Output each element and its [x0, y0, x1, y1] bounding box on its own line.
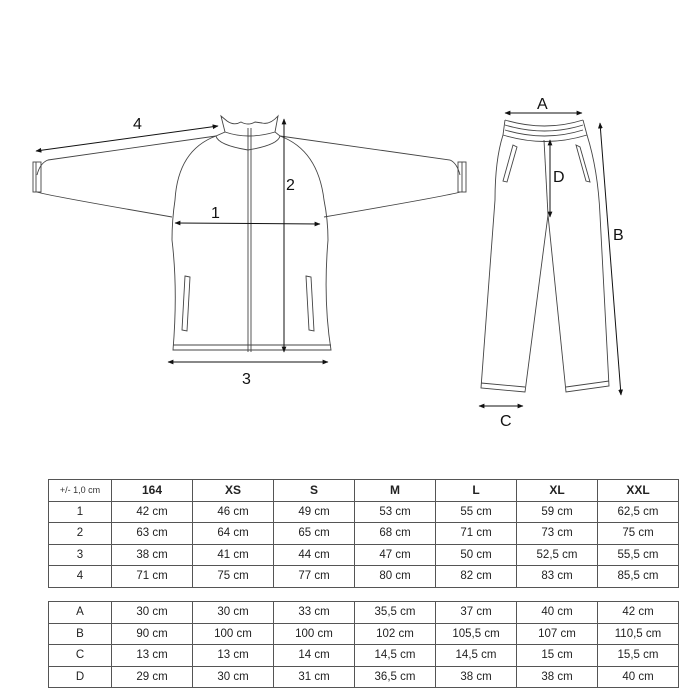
- cell: 15,5 cm: [598, 645, 679, 667]
- cell: 85,5 cm: [598, 566, 679, 588]
- cell: 75 cm: [193, 566, 274, 588]
- cell: 107 cm: [517, 623, 598, 645]
- cell: 77 cm: [274, 566, 355, 588]
- dimension-label-4: 4: [133, 116, 142, 133]
- cell: 64 cm: [193, 523, 274, 545]
- table-row: [49, 623, 679, 645]
- row-label: 4: [49, 566, 112, 588]
- size-header: XL: [517, 480, 598, 502]
- cell: 73 cm: [517, 523, 598, 545]
- cell: 55 cm: [436, 501, 517, 523]
- cell: 75 cm: [598, 523, 679, 545]
- cell: 62,5 cm: [598, 501, 679, 523]
- cell: 40 cm: [598, 666, 679, 688]
- cell: 41 cm: [193, 544, 274, 566]
- table-row: [49, 666, 679, 688]
- cell: 53 cm: [355, 501, 436, 523]
- cell: 42 cm: [598, 602, 679, 624]
- cell: 38 cm: [436, 666, 517, 688]
- dimension-label-a: A: [537, 96, 548, 113]
- row-label: 2: [49, 523, 112, 545]
- size-header: 164: [112, 480, 193, 502]
- cell: 30 cm: [112, 602, 193, 624]
- cell: 71 cm: [112, 566, 193, 588]
- cell: 38 cm: [517, 666, 598, 688]
- cell: 13 cm: [193, 645, 274, 667]
- row-label: 3: [49, 544, 112, 566]
- row-label: C: [49, 645, 112, 667]
- cell: 82 cm: [436, 566, 517, 588]
- jacket-size-table: [48, 479, 679, 588]
- row-label: A: [49, 602, 112, 624]
- cell: 40 cm: [517, 602, 598, 624]
- pants-dimensions: [479, 113, 621, 406]
- cell: 83 cm: [517, 566, 598, 588]
- table-row: [49, 544, 679, 566]
- size-header: S: [274, 480, 355, 502]
- dimension-label-b: B: [613, 227, 624, 244]
- size-header: XS: [193, 480, 274, 502]
- cell: 13 cm: [112, 645, 193, 667]
- row-label: B: [49, 623, 112, 645]
- cell: 30 cm: [193, 602, 274, 624]
- row-label: 1: [49, 501, 112, 523]
- cell: 59 cm: [517, 501, 598, 523]
- cell: 15 cm: [517, 645, 598, 667]
- size-header: L: [436, 480, 517, 502]
- cell: 52,5 cm: [517, 544, 598, 566]
- cell: 14,5 cm: [355, 645, 436, 667]
- size-header: M: [355, 480, 436, 502]
- cell: 31 cm: [274, 666, 355, 688]
- cell: 63 cm: [112, 523, 193, 545]
- size-header: XXL: [598, 480, 679, 502]
- row-label: D: [49, 666, 112, 688]
- table-row: [49, 501, 679, 523]
- cell: 33 cm: [274, 602, 355, 624]
- pants-drawing: [481, 120, 609, 392]
- cell: 110,5 cm: [598, 623, 679, 645]
- table-row: [49, 523, 679, 545]
- cell: 68 cm: [355, 523, 436, 545]
- tolerance-cell: +/- 1,0 cm: [49, 480, 112, 502]
- table-row: [49, 645, 679, 667]
- table-row: [49, 602, 679, 624]
- header-row: [49, 480, 679, 502]
- jacket-drawing: [33, 116, 466, 352]
- cell: 14 cm: [274, 645, 355, 667]
- cell: 44 cm: [274, 544, 355, 566]
- dimension-label-2: 2: [286, 177, 295, 194]
- cell: 30 cm: [193, 666, 274, 688]
- dimension-label-c: C: [500, 413, 512, 430]
- cell: 71 cm: [436, 523, 517, 545]
- cell: 29 cm: [112, 666, 193, 688]
- cell: 42 cm: [112, 501, 193, 523]
- cell: 65 cm: [274, 523, 355, 545]
- cell: 46 cm: [193, 501, 274, 523]
- cell: 35,5 cm: [355, 602, 436, 624]
- cell: 90 cm: [112, 623, 193, 645]
- cell: 36,5 cm: [355, 666, 436, 688]
- pants-size-table: [48, 601, 679, 688]
- dimension-label-3: 3: [242, 371, 251, 388]
- cell: 38 cm: [112, 544, 193, 566]
- cell: 80 cm: [355, 566, 436, 588]
- cell: 49 cm: [274, 501, 355, 523]
- cell: 14,5 cm: [436, 645, 517, 667]
- cell: 37 cm: [436, 602, 517, 624]
- cell: 55,5 cm: [598, 544, 679, 566]
- cell: 50 cm: [436, 544, 517, 566]
- dimension-label-1: 1: [211, 205, 220, 222]
- cell: 105,5 cm: [436, 623, 517, 645]
- cell: 100 cm: [274, 623, 355, 645]
- dimension-label-d: D: [553, 169, 565, 186]
- table-row: [49, 566, 679, 588]
- cell: 102 cm: [355, 623, 436, 645]
- cell: 47 cm: [355, 544, 436, 566]
- cell: 100 cm: [193, 623, 274, 645]
